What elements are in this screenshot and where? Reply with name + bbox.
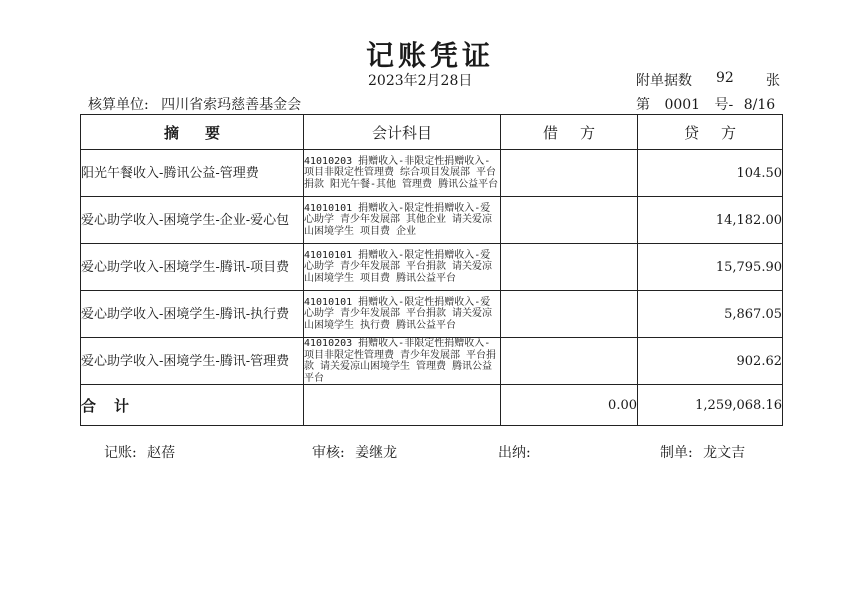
accounting-unit-name: 四川省索玛慈善基金会 — [161, 97, 302, 113]
row-account: 41010101 捐赠收入-限定性捐赠收入-爱心助学 青少年发展部 其他企业 请关爱凉山困境学生 项目费 企业 — [304, 197, 501, 244]
row-credit: 902.62 — [638, 338, 783, 385]
row-summary: 阳光午餐收入-腾讯公益-管理费 — [81, 150, 304, 197]
attachment-number: 92 — [716, 70, 734, 86]
row-account: 41010101 捐赠收入-限定性捐赠收入-爱心助学 青少年发展部 平台捐款 请关爱凉山困境学生 项目费 腾讯公益平台 — [304, 244, 501, 291]
voucher-page: 8/16 — [743, 97, 776, 113]
voucher-title: 记账凭证 — [365, 39, 494, 72]
table-row — [81, 244, 783, 291]
cashier-label: 出纳: — [498, 445, 531, 461]
voucher-date: 2023年2月28日 — [368, 73, 473, 89]
row-debit — [501, 150, 638, 197]
row-summary: 爱心助学收入-困境学生-腾讯-管理费 — [81, 338, 304, 385]
cashier-signature — [498, 442, 537, 462]
attachment-count — [636, 70, 780, 90]
voucher-middle: 号- — [714, 97, 734, 113]
reviewer-signature — [312, 442, 397, 462]
reviewer-name: 姜继龙 — [355, 445, 398, 461]
voucher-prefix: 第 — [636, 97, 650, 113]
total-row — [81, 385, 783, 426]
accounting-unit — [88, 94, 301, 114]
header-account: 会计科目 — [304, 115, 501, 150]
row-account: 41010203 捐赠收入-非限定性捐赠收入-项目非限定性管理费 青少年发展部 平台捐款 请关爱凉山困境学生 管理费 腾讯公益平台 — [304, 338, 501, 385]
row-debit — [501, 197, 638, 244]
bookkeeper-name: 赵蓓 — [147, 445, 176, 461]
row-credit: 14,182.00 — [638, 197, 783, 244]
total-credit: 1,259,068.16 — [638, 385, 783, 426]
attachment-label: 附单据数 — [636, 73, 692, 89]
total-account-blank — [304, 385, 501, 426]
reviewer-label: 审核: — [312, 445, 345, 461]
row-credit: 15,795.90 — [638, 244, 783, 291]
table-row — [81, 197, 783, 244]
row-debit — [501, 291, 638, 338]
table-row — [81, 150, 783, 197]
row-debit — [501, 244, 638, 291]
voucher-table — [80, 114, 783, 426]
total-label: 合计 — [81, 385, 304, 426]
row-credit: 5,867.05 — [638, 291, 783, 338]
table-header — [81, 115, 783, 150]
accounting-unit-label: 核算单位: — [88, 97, 149, 113]
row-summary: 爱心助学收入-困境学生-企业-爱心包 — [81, 197, 304, 244]
row-summary: 爱心助学收入-困境学生-腾讯-执行费 — [81, 291, 304, 338]
row-account: 41010203 捐赠收入-非限定性捐赠收入-项目非限定性管理费 综合项目发展部 平台捐款 阳光午餐-其他 管理费 腾讯公益平台 — [304, 150, 501, 197]
header-credit: 贷方 — [638, 115, 783, 150]
preparer-signature — [660, 442, 745, 462]
header-debit: 借方 — [501, 115, 638, 150]
voucher-number — [636, 94, 775, 114]
bookkeeper-label: 记账: — [104, 445, 137, 461]
row-credit: 104.50 — [638, 150, 783, 197]
row-debit — [501, 338, 638, 385]
header-summary: 摘要 — [81, 115, 304, 150]
bookkeeper-signature — [104, 442, 175, 462]
row-summary: 爱心助学收入-困境学生-腾讯-项目费 — [81, 244, 304, 291]
total-debit: 0.00 — [501, 385, 638, 426]
table-row — [81, 291, 783, 338]
attachment-unit: 张 — [766, 73, 780, 89]
row-account: 41010101 捐赠收入-限定性捐赠收入-爱心助学 青少年发展部 平台捐款 请关爱凉山困境学生 执行费 腾讯公益平台 — [304, 291, 501, 338]
voucher-no: 0001 — [664, 97, 701, 113]
preparer-label: 制单: — [660, 445, 693, 461]
table-row — [81, 338, 783, 385]
preparer-name: 龙文吉 — [703, 445, 746, 461]
